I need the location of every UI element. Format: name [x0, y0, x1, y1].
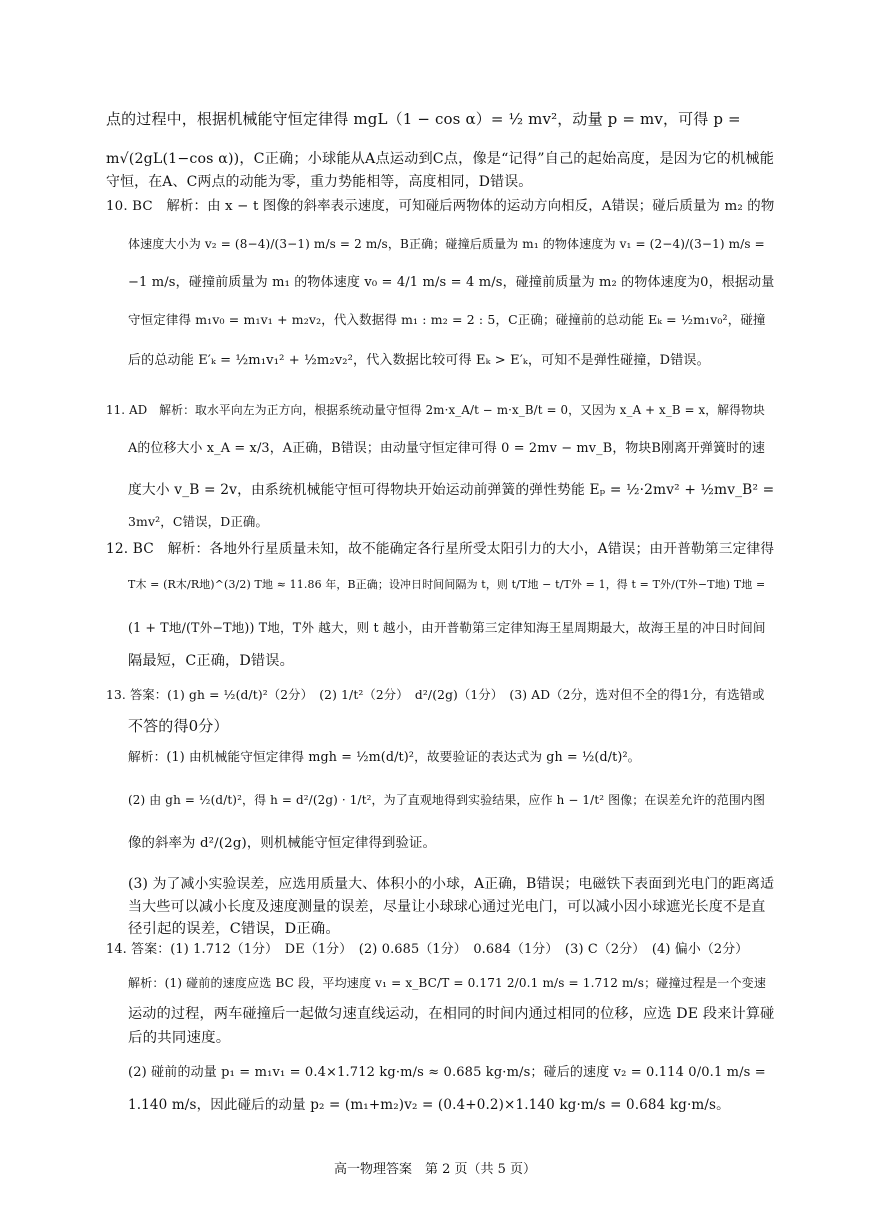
text-line: 守恒，在A、C两点的动能为零，重力势能相等，高度相同，D错误。: [106, 174, 533, 190]
text-line: 11. AD 解析：取水平向左为正方向，根据系统动量守恒得 2m·x_A/t − m·x_B/t = 0，又因为 x_A + x_B = x，解得物块: [106, 403, 765, 417]
text-line: 14. 答案：(1) 1.712（1分） DE（1分） (2) 0.685（1分） 0.684（1分） (3) C（2分） (4) 偏小（2分）: [106, 942, 749, 957]
text-line: 隔最短，C正确，D错误。: [128, 653, 294, 669]
text-line: 3mv²，C错误，D正确。: [128, 514, 269, 529]
text-line: (3) 为了减小实验误差，应选用质量大、体积小的小球，A正确，B错误；电磁铁下表面到光电门的距离适: [128, 876, 775, 892]
text-line: 像的斜率为 d²/(2g)，则机械能守恒定律得到验证。: [128, 836, 437, 851]
text-line: 解析：(1) 由机械能守恒定律得 mgh = ½m(d/t)²，故要验证的表达式为 gh = ½(d/t)²。: [128, 749, 641, 764]
text-line: 当大些可以减小长度及速度测量的误差，尽量让小球球心通过光电门，可以减小因小球遮光长度不是直: [128, 899, 766, 915]
text-line: 13. 答案：(1) gh = ½(d/t)²（2分） (2) 1/t²（2分） d²/(2g)（1分） (3) AD（2分，选对但不全的得1分，有选错或: [106, 688, 765, 702]
page-footer: 高一物理答案 第 2 页（共 5 页）: [333, 1162, 537, 1177]
text-line: 解析：(1) 碰前的速度应选 BC 段，平均速度 v₁ = x_BC/T = 0.171 2/0.1 m/s = 1.712 m/s；碰撞过程是一个变速: [128, 976, 767, 990]
text-line: (1 + T地/(T外−T地)) T地，T外 越大，则 t 越小，由开普勒第三定律知海王星周期最大，故海王星的冲日时间间: [128, 620, 766, 635]
text-line: 径引起的误差，C错误，D正确。: [128, 921, 340, 937]
text-line: −1 m/s，碰撞前质量为 m₁ 的物体速度 v₀ = 4/1 m/s = 4 m/s，碰撞前质量为 m₂ 的物体速度为0，根据动量: [128, 275, 775, 290]
text-line: 1.140 m/s，因此碰后的动量 p₂ = (m₁+m₂)v₂ = (0.4+0.2)×1.140 kg·m/s = 0.684 kg·m/s。: [128, 1097, 730, 1113]
text-line: 不答的得0分）: [128, 717, 229, 735]
text-line: 守恒定律得 m₁v₀ = m₁v₁ + m₂v₂，代入数据得 m₁ : m₂ = 2 : 5，C正确；碰撞前的总动能 Eₖ = ½m₁v₀²，碰撞: [128, 312, 766, 327]
text-line: (2) 碰前的动量 p₁ = m₁v₁ = 0.4×1.712 kg·m/s ≈ 0.685 kg·m/s；碰后的速度 v₂ = 0.114 0/0.1 m/s =: [128, 1065, 766, 1080]
text-line: 后的总动能 E′ₖ = ½m₁v₁² + ½m₂v₂²，代入数据比较可得 Eₖ > E′ₖ，可知不是弹性碰撞，D错误。: [128, 353, 710, 368]
text-line: 体速度大小为 v₂ = (8−4)/(3−1) m/s = 2 m/s，B正确；碰撞后质量为 m₁ 的物体速度为 v₁ = (2−4)/(3−1) m/s =: [128, 237, 765, 251]
text-line: 10. BC 解析：由 x − t 图像的斜率表示速度，可知碰后两物体的运动方向相反，A错误；碰后质量为 m₂ 的物: [106, 199, 775, 214]
text-line: 12. BC 解析：各地外行星质量未知，故不能确定各行星所受太阳引力的大小，A错误；由开普勒第三定律得: [106, 541, 775, 557]
text-line: 后的共同速度。: [128, 1030, 231, 1046]
text-line: 度大小 v_B = 2v，由系统机械能守恒可得物块开始运动前弹簧的弹性势能 Eₚ = ½·2mv² + ½mv_B² =: [128, 482, 775, 498]
text-line: m√(2gL(1−cos α))，C正确；小球能从A点运动到C点，像是“记得”自己的起始高度，是因为它的机械能: [106, 151, 775, 167]
text-line: (2) 由 gh = ½(d/t)²，得 h = d²/(2g) · 1/t²，为了直观地得到实验结果，应作 h − 1/t² 图像；在误差允许的范围内图: [128, 793, 766, 807]
text-line: 点的过程中，根据机械能守恒定律得 mgL（1 − cos α）= ½ mv²，动量 p = mv，可得 p =: [106, 110, 741, 128]
text-line: A的位移大小 x_A = x/3，A正确，B错误；由动量守恒定律可得 0 = 2mv − mv_B，物块B刚离开弹簧时的速: [128, 441, 766, 456]
text-line: T木 = (R木/R地)^(3/2) T地 ≈ 11.86 年，B正确；设冲日时间间隔为 t，则 t/T地 − t/T外 = 1，得 t = T外/(T外−T地) T地 =: [128, 578, 766, 591]
text-line: 运动的过程，两车碰撞后一起做匀速直线运动，在相同的时间内通过相同的位移，应选 DE 段来计算碰: [128, 1006, 775, 1022]
